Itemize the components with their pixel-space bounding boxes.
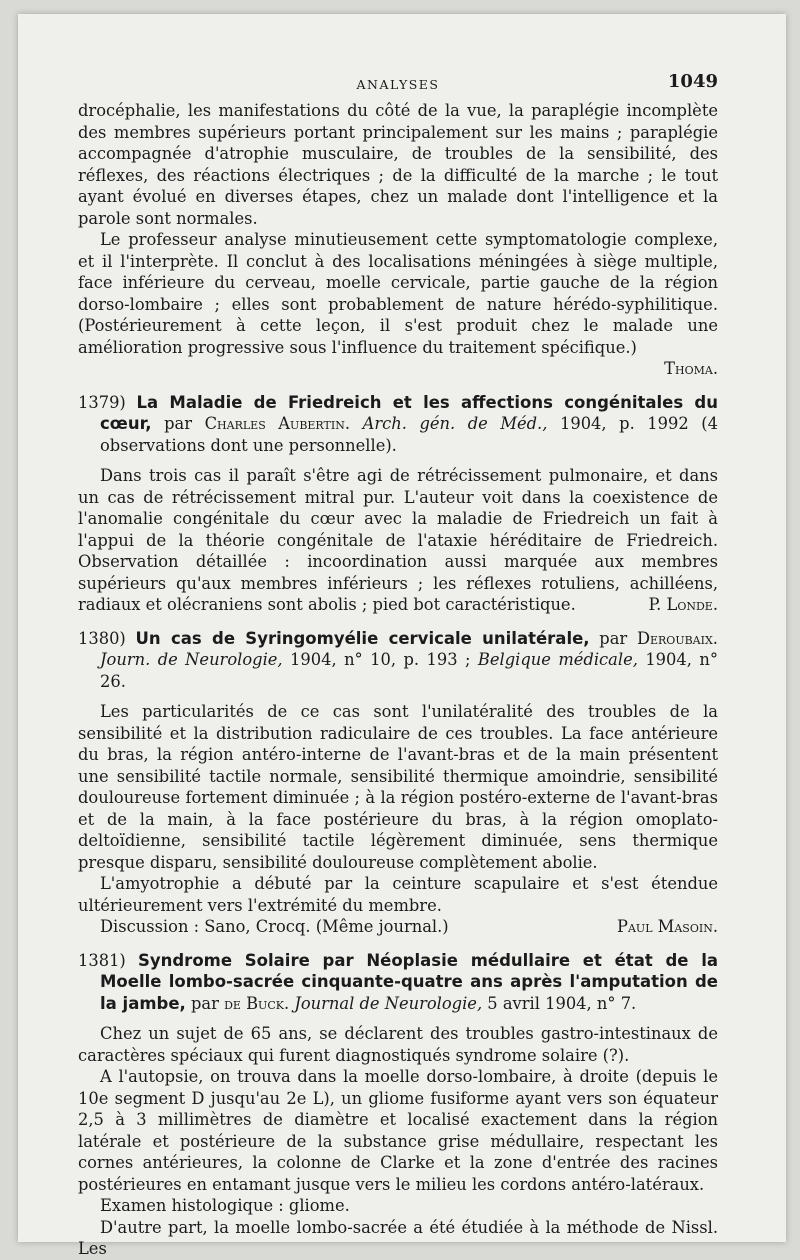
- running-header: [78, 71, 718, 100]
- page-content: [78, 71, 718, 1260]
- entry-heading: [78, 628, 718, 693]
- entry-journal: Journal de Neurologie,: [289, 993, 483, 1013]
- entry-paragraph: D'autre part, la moelle lombo-sacrée a été étudiée à la méthode de Nissl. Les: [78, 1217, 718, 1258]
- entry-paragraph: Discussion : Sano, Crocq. (Même journal.) Paul Masoin.: [100, 917, 718, 936]
- entry-journal-2: Belgique médicale,: [470, 650, 638, 669]
- entry-number: 1379): [78, 392, 126, 412]
- entry-paragraph: A l'autopsie, on trouva dans la moelle dorso-lombaire, à droite (depuis le 10e segment D jusqu'au 2e L), un gliome fusiforme ayant vers son équateur 2,5 à 3 millimètres de diamètre et localisé exactement dans la région latérale et postérieure de la substance grise médullaire, respectant les cornes antérieures, la colonne de Clarke et la zone d'entrée des racines postérieures en entamant jusque vers le milieu les cordons antéro-latéraux.: [78, 1067, 718, 1194]
- entry-author: de Buck.: [224, 993, 290, 1013]
- entry-paragraph: Dans trois cas il paraît s'être agi de rétrécissement pulmonaire, et dans un cas de rétrécissement mitral pur. L'auteur voit dans la coexistence de l'anomalie congénitale du cœur avec la maladie de Friedreich un fait à l'appui de la théorie congénitale de l'ataxie héréditaire de Friedreich. Observation détaillée : incoordination aussi marquée aux membres supérieurs qu'aux membres inférieurs ; les réflexes rotuliens, achilléens, radiaux et olécraniens sont abolis ; pied bot caractéristique. P. Londe.: [78, 466, 718, 614]
- entry-journal: Journ. de Neurologie,: [100, 650, 283, 669]
- entry-paragraph: Les particularités de ce cas sont l'unilatéralité des troubles de la sensibilité et la distribution radiculaire de ces troubles. La face antérieure du bras, la région antéro-interne de l'avant-bras et de la main présentent une sensibilité tactile normale, sensibilité thermique amoindrie, sensibilité douloureuse fortement diminuée ; à la région postéro-externe de l'avant-bras et de la main, à la face postérieure du bras, à la région omoplato-deltoïdienne, sensibilité tactile légèrement diminuée, sens thermique presque disparu, sensibilité douloureuse complètement abolie.: [78, 702, 718, 872]
- opening-paragraph-2: Le professeur analyse minutieusement cette symptomatologie complexe, et il l'interprète. Il conclut à des localisations méningées à siège multiple, face inférieure du cerveau, moelle cervicale, partie gauche de la région dorso-lombaire ; elles sont probablement de nature hérédo-syphilitique. (Postérieurement à cette leçon, il s'est produit chez le malade une amélioration progressive sous l'influence du traitement spécifique.) Thoma.: [78, 230, 718, 378]
- entry-paragraph: L'amyotrophie a débuté par la ceinture scapulaire et s'est étendue ultérieurement vers l'extrémité du membre.: [78, 874, 718, 915]
- entry-title: Syndrome Solaire par Néoplasie médullaire et état de la Moelle lombo-sacrée cinquante-quatre ans après l'amputation de la jambe,: [100, 950, 718, 1013]
- entry-title: Un cas de Syringomyélie cervicale unilatérale,: [135, 628, 590, 648]
- entry-reference: 1904, n° 10, p. 193 ;: [282, 650, 471, 669]
- document-page: [18, 14, 786, 1258]
- author-prefix: par: [151, 414, 205, 433]
- author-prefix: par: [185, 993, 225, 1013]
- entry-paragraph: Chez un sujet de 65 ans, se déclarent des troubles gastro-intestinaux de caractères spéciaux qui furent diagnostiqués syndrome solaire (?).: [78, 1024, 718, 1065]
- opening-signature: Thoma.: [664, 359, 718, 378]
- entry-author: Deroubaix.: [636, 628, 718, 648]
- opening-paragraph: drocéphalie, les manifestations du côté de la vue, la paraplégie incomplète des membres supérieurs portant principalement sur les mains ; paraplégie accompagnée d'atrophie musculaire, de troubles de la sensibilité, des réflexes, des réactions électriques ; de la difficulté de la marche ; le tout ayant évolué en diverses étapes, chez un malade dont l'intelligence et la parole sont normales.: [78, 101, 718, 228]
- entry-1381: [78, 950, 718, 1260]
- entry-title: La Maladie de Friedreich et les affections congénitales du cœur,: [100, 392, 718, 433]
- author-prefix: par: [589, 628, 637, 648]
- entry-journal: Arch. gén. de Méd.,: [350, 414, 548, 433]
- entry-paragraph: Examen histologique : gliome.: [100, 1196, 350, 1215]
- entry-reference: 1904, p. 1992 (4 observations dont une personnelle).: [100, 414, 718, 455]
- running-title: ANALYSES: [356, 77, 440, 92]
- entry-heading: [78, 950, 718, 1015]
- entry-reference: 5 avril 1904, n° 7.: [482, 993, 637, 1013]
- entry-signature: Paul Masoin.: [617, 917, 718, 936]
- entry-1380: [78, 628, 718, 938]
- entry-number: 1381): [78, 950, 126, 970]
- entry-signature: P. Londe.: [648, 595, 718, 614]
- entry-author: Charles Aubertin.: [204, 414, 351, 433]
- entry-1379: [78, 392, 718, 616]
- entry-heading: [78, 392, 718, 457]
- entry-reference-2: 1904, n° 26.: [100, 650, 718, 691]
- page-number: 1049: [667, 71, 718, 92]
- entry-number: 1380): [78, 628, 126, 648]
